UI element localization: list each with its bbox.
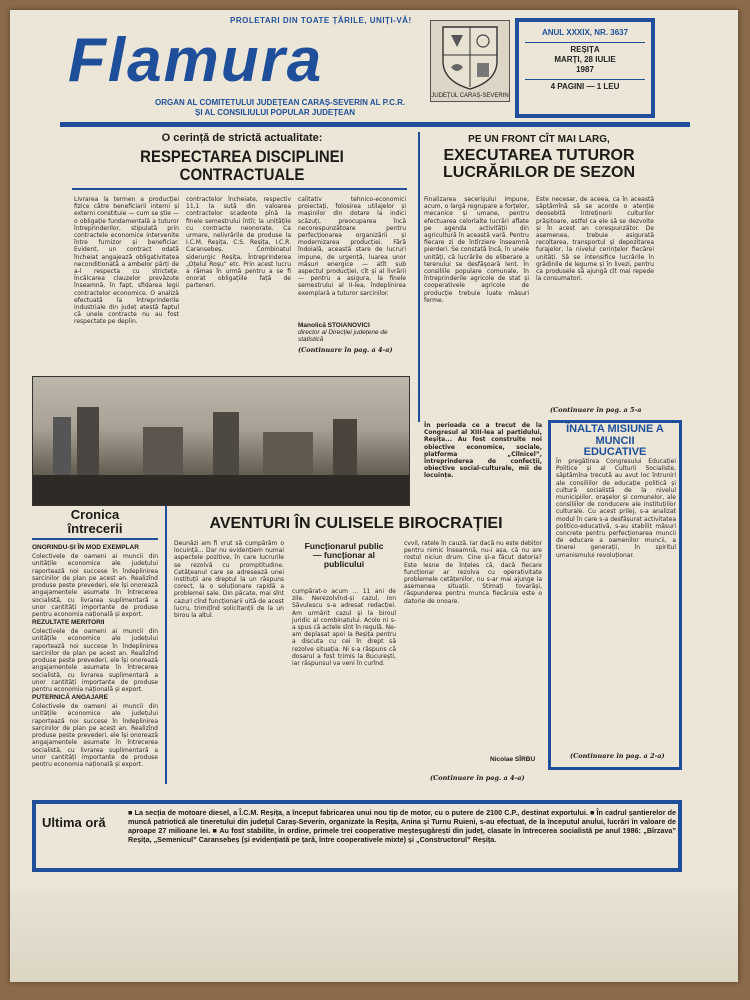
article1-kicker: O cerință de strictă actualitate: bbox=[161, 132, 323, 144]
article1-col1: Livrarea la termen a producției fizice către beneficiarii interni și externi constituie — cum se știe — o obligație fundamentală a tuturor întreprinderilor, stipulată prin contractele economice intervenite între furnizor și beneficiar. Evident, un contract odată încheiat angajează obligativitatea neconditionată a ambelor părți de a-l respecta cu strictețe. Încălcarea clauzelor prevăzute înseamnă, în fapt, sfidarea legii contractelor economice. O analiză efectuată la întreprinderile industriale din județ atestă faptul că unele contracte nu au fost respectate pe deplin. bbox=[74, 196, 179, 326]
county-crest-icon bbox=[430, 20, 510, 102]
article4-subhead bbox=[292, 542, 396, 569]
article4-subhead-3: publicului bbox=[323, 558, 365, 569]
article1-col2: contractelor încheiate, respectiv 11,1 la sută din valoarea contractelor scadente pînă la finele semestrului întîi; la unitățile cu contracte neonorate. Ca urmare, nelivrările de produse la I.C.M. Reșița, C.S. Reșița, I.C.R. Caransebeș, Combinatul siderurgic Reșița, Întreprinderea „Oțelul Roșu” etc. Prin acest lucru a rămas în urmă pentru a se fi onorat obligațiile față de parteneri. bbox=[186, 196, 291, 290]
photo-caption: În perioada ce a trecut de la Congresul al XIII-lea al partidului, Reșița... Au fost construite noi obiective economice, sociale, platforma „Cîlnicel”, întreprinderea de confecții, obiective social-culturale, mii de locuințe. bbox=[424, 422, 542, 480]
article4-col3: cvvil, ratele în cauză. Iar dacă nu este debitor pentru nimic înseamnă, nu-i așa, că nu are rostul niciun drum. Cine și-a făcut datoria? Este lesne de înțeles că, dacă fiecare funcționar ar rezolva cu operativitate problemele cetățenilor, nu s-ar mai ajunge la asemenea situații. Stimați tovarăși, răspunderea pentru munca fiecăruia este o datorie de onoare. bbox=[404, 540, 542, 605]
header-rule bbox=[60, 122, 690, 127]
article3-continued: (Continuare în pag. a 2-a) bbox=[570, 752, 665, 760]
article1-byline bbox=[298, 322, 408, 354]
article2-col1: Finalizarea secerișului impune, acum, o largă regrupare a forțelor, mecanice și umane, pentru efectuarea celorlalte lucrări aflate pe agenda activității din agricultură în această vară. Pentru fiecare zi de întîrziere înseamnă pierderi. Se constată încă, în unele unități, că lucrările de eliberare a terenului se desfășoară lent. În consiliile populare comunale, în întreprinderile agricole de stat și cooperativele agricole de producție trebuie luate măsuri ferme. bbox=[424, 196, 529, 304]
article4-byline: Nicolae SÎRBU bbox=[490, 756, 536, 763]
article1-headline: RESPECTAREA DISCIPLINEI CONTRACTUALE bbox=[140, 147, 344, 184]
article2-continued: (Continuare în pag. a 5-a bbox=[550, 406, 642, 414]
crest-caption: JUDEȚUL CARAȘ-SEVERIN bbox=[431, 93, 509, 99]
motto: PROLETARI DIN TOATE ȚĂRILE, UNIȚI-VĂ! bbox=[230, 16, 412, 25]
article4-subhead-1: Funcționarul public bbox=[304, 541, 384, 551]
cronica-section bbox=[32, 507, 158, 768]
article4-headline: AVENTURI ÎN CULISELE BIROCRAȚIEI bbox=[209, 515, 503, 532]
article2-kicker: PE UN FRONT CÎT MAI LARG, bbox=[468, 134, 610, 145]
article3-body: În pregătirea Congresului Educației Politice și al Culturii Socialiste, săptămîna trecută au avut loc întruniri ale consiliilor de educație politică și cultură socialistă de la nivelul municipiilor, orașelor și comunelor, ale consiliilor de conducere ale instituțiilor culturale. Cu acest prilej, s-a analizat modul în care s-a desfășurat activitatea politico-educativă, s-au stabilit măsuri concrete pentru perfecționarea muncii de educare a oamenilor muncii, a tinerei generații, în spiritul umanismului revoluționar. bbox=[556, 458, 676, 559]
cronica-title-2: întrecerii bbox=[67, 520, 123, 536]
organ-line-1: ORGAN AL COMITETULUI JUDEȚEAN CARAȘ-SEVERIN AL P.C.R. bbox=[155, 98, 406, 107]
article-discipline bbox=[72, 132, 412, 184]
article1-continued: (Continuare în pag. a 4-a) bbox=[298, 346, 393, 354]
article2-col2: Este necesar, de aceea, ca în această săptămînă să se acorde o atenție deosebită întreținerii culturilor prășitoare, astfel ca ele să se dezvolte și în acest an corespunzător. De asemenea, trebuie asigurată recoltarea, transportul și depozitarea furajelor, la nivelul cerințelor fiecărei unități. Să se intensifice lucrările în grădinile de legume și în livezi, pentru ca produsele să ajungă cît mai repede la consumatori. bbox=[536, 196, 654, 283]
cronica-item-1-text: Colectivele de oameni ai muncii din unitățile economice ale județului raportează noi succese în îndeplinirea sarcinilor de plan pe acest an. Realizînd produse peste prevederi, ele își onorează angajamentele asumate în întrecerea socialistă, cu livrarea suplimentară a unor cantități importante de produse pentru economia națională și export. bbox=[32, 553, 158, 618]
organ-line bbox=[155, 98, 405, 118]
newspaper-page bbox=[10, 10, 738, 982]
article-harvest bbox=[424, 134, 654, 182]
issue-date: MARȚI, 28 IULIE bbox=[554, 55, 616, 64]
cronica-item-2: REZULTATE MERITORII bbox=[32, 619, 105, 627]
organ-line-2: ȘI AL CONSILIULUI POPULAR JUDEȚEAN bbox=[195, 108, 356, 117]
article2-headline-2: LUCRĂRILOR DE SEZON bbox=[443, 163, 635, 181]
column-divider-2 bbox=[165, 506, 167, 784]
article1-col3: calitativ tehnico-economici proiectați, folosirea utilajelor și mașinilor din dotare la indici scăzuți, preocuparea încă necorespunzătoare pentru perfecționarea organizării și modernizarea producției. Fără îndoială, această stare de lucruri impune, de urgență, luarea unor măsuri energice — atît sub aspectul producției, cît și al livrării — pentru a asigura, la finele semestrului al II-lea, îndeplinirea exemplară a tuturor sarcinilor. bbox=[298, 196, 406, 297]
article4-subhead-2: — funcționar al bbox=[313, 549, 375, 560]
masthead-title: Flamura bbox=[68, 26, 324, 95]
issue-city: REȘIȚA bbox=[570, 45, 600, 54]
article4-col1: Deunăzi am fi vrut să cumpărăm o locuință... Dar nu evidențiem numai aspectele pozitive, în care lucrurile se rezolvă cu promptitudine. Cetățeanul care se adresează unei instituții are dreptul la un răspuns corect, la o soluționare rapidă a problemei sale. Din păcate, mai sînt cazuri cînd funcționarii uită de acest lucru, trimițînd solicitanții de la un birou la altul. bbox=[174, 540, 284, 620]
issue-price: 4 PAGINI — 1 LEU bbox=[550, 82, 620, 91]
cronica-title-1: Cronica bbox=[70, 507, 120, 522]
article3-headline-1: ÎNALTA MISIUNE A MUNCII bbox=[566, 423, 664, 447]
article4-col2: cumpărat-o acum ... 11 ani de zile. Nerezolvînd-și cazul, Ion Săvulescu s-a adresat redacției. Am urmărit cazul și la biroul juridic al combinatului. Acolo ni s-a spus că actele sînt în regulă. Ne-am deplasat apoi la Reșița pentru a discuta cu cei în drept să rezolve situația. Ni s-a răspuns că dosarul a fost trimis la București, iar răspunsul va veni în curînd. bbox=[292, 588, 396, 668]
cronica-item-3-text: Colectivele de oameni ai muncii din unitățile economice ale județului raportează noi succese în îndeplinirea sarcinilor de plan pe acest an. Realizînd produse peste prevederi, ele își onorează angajamentele asumate în întrecerea socialistă, cu livrarea suplimentară a unor cantități importante de produse pentru economia națională și export. bbox=[32, 703, 158, 768]
ultima-ora-label: Ultima oră bbox=[42, 815, 106, 830]
byline-role: director al Direcției județene de statistică bbox=[298, 329, 388, 343]
cronica-item-3: PUTERNICĂ ANGAJARE bbox=[32, 694, 108, 702]
article3-headline-2: EDUCATIVE bbox=[583, 446, 647, 459]
cronica-item-1: ONORINDU-ȘI ÎN MOD EXEMPLAR bbox=[32, 544, 139, 552]
ultima-ora-text: ■ La secția de motoare diesel, a Î.C.M. Reșița, a început fabricarea unui nou tip de motor, cu o putere de 2100 C.P., destinat exportului. ■ În cadrul șantierelor de muncă patriotică ale tineretului din județul Caraș-Severin, organizate la Reșița, Anina și Turnu Ruieni, s-au efectuat, de la începutul anului, lucrări în valoare de aproape 27 milioane lei. ■ Au fost stabilite, în ordine, primele trei cooperative meșteșugărești din județ, clasate în întrecerea socialistă pe anul 1986: „Bîrzava” Reșița, „Semenicul” Caransebeș (și evidențiată pe țară, între cooperativele mixte) și „Constructorul” Reșița. bbox=[128, 808, 676, 844]
article2-headline-1: EXECUTAREA TUTUROR bbox=[443, 147, 635, 164]
issue-number: ANUL XXXIX, NR. 3637 bbox=[541, 28, 629, 37]
blank-margin bbox=[10, 890, 738, 982]
cronica-item-2-text: Colectivele de oameni ai muncii din unitățile economice ale județului raportează noi succese în îndeplinirea sarcinilor de plan pe acest an. Realizînd produse peste prevederi, ele își onorează angajamentele asumate în întrecerea socialistă, cu livrarea suplimentară a unor cantități importante de produse pentru economia națională și export. bbox=[32, 628, 158, 693]
article-education bbox=[552, 424, 678, 459]
issue-year: 1987 bbox=[576, 65, 594, 74]
byline-name: Manolică STOIANOVICI bbox=[298, 322, 370, 329]
article1-rule bbox=[72, 188, 407, 190]
column-divider bbox=[418, 132, 420, 422]
issue-info-box bbox=[515, 18, 655, 118]
city-panorama-photo bbox=[32, 376, 410, 506]
article4-continued: (Continuare în pag. a 4-a) bbox=[430, 774, 525, 782]
